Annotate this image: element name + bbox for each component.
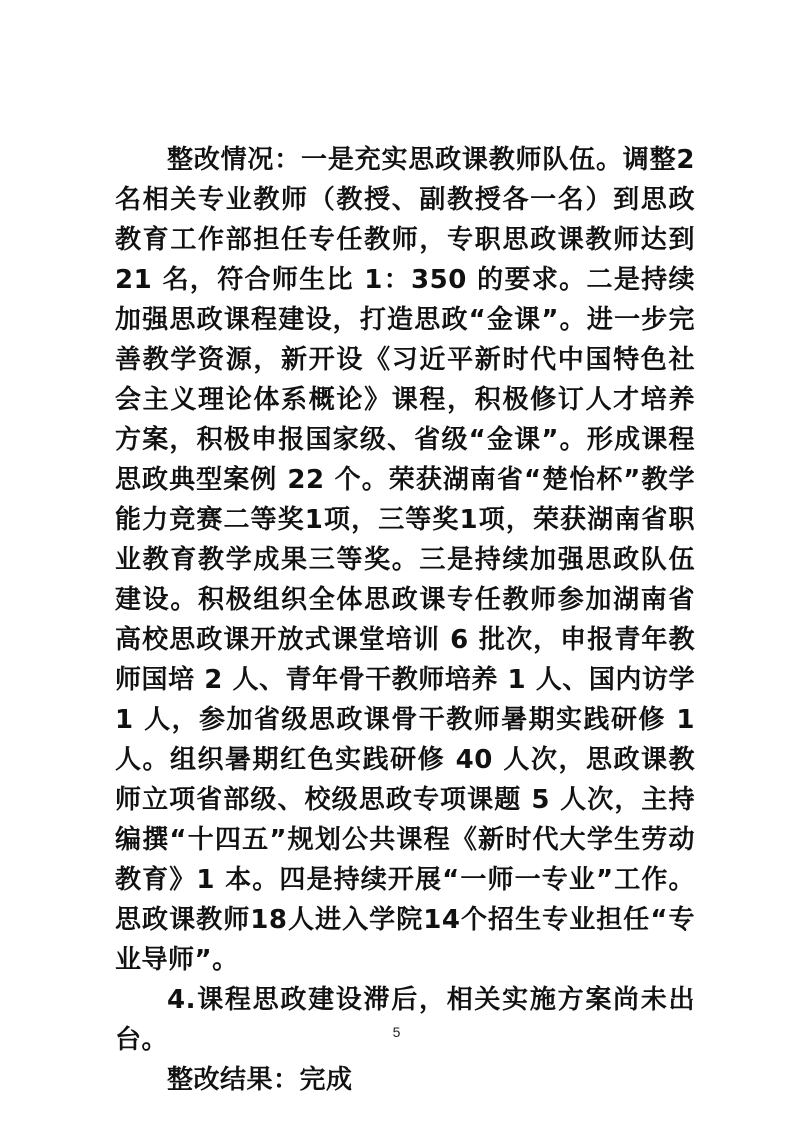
document-body (115, 140, 695, 1100)
paragraph-rectification-result: 整改结果：完成 (167, 1065, 353, 1095)
page-number: 5 (392, 1024, 401, 1040)
paragraph-issue-4: 4.课程思政建设滞后，相关实施方案尚未出台。 (115, 985, 695, 1055)
paragraph-rectification-status: 整改情况：一是充实思政课教师队伍。调整2名相关专业教师（教授、副教授各一名）到思政教育工作部担任专任教师，专职思政课教师达到 21 名，符合师生比 1：350 的要求。二是持续加强思政课程建设，打造思政“金课”。进一步完善教学资源，新开设《习近平新时代中国特色社会主义理论体系概论》课程，积极修订人才培养方案，积极申报国家级、省级“金课”。形成课程思政典型案例 22 个。荣获湖南省“楚怡杯”教学能力竞赛二等奖1项，三等奖1项，荣获湖南省职业教育教学成果三等奖。三是持续加强思政队伍建设。积极组织全体思政课专任教师参加湖南省高校思政课开放式课堂培训 6 批次，申报青年教师国培 2 人、青年骨干教师培养 1 人、国内访学 1 人，参加省级思政课骨干教师暑期实践研修 1 人。组织暑期红色实践研修 40 人次，思政课教师立项省部级、校级思政专项课题 5 人次，主持编撰“十四五”规划公共课程《新时代大学生劳动教育》1 本。四是持续开展“一师一专业”工作。思政课教师18人进入学院14个招生专业担任“专业导师”。 (115, 145, 695, 975)
